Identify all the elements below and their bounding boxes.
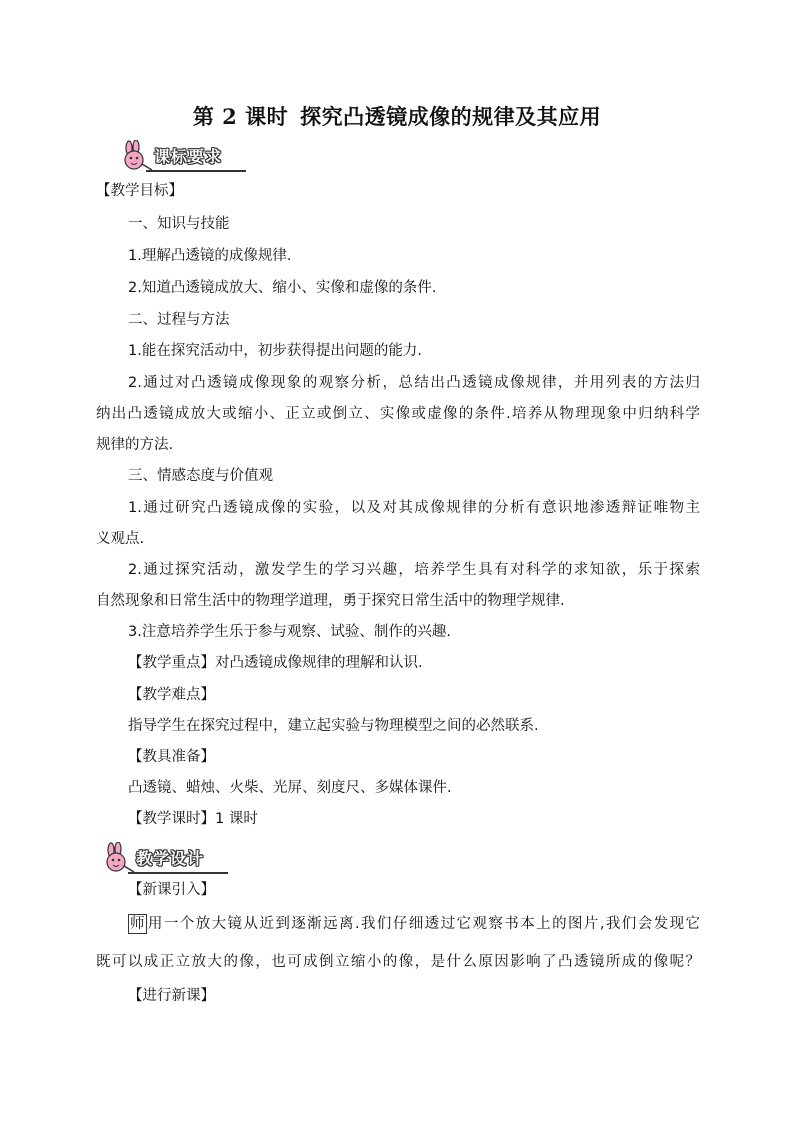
- process-item-2-line-1: 2.通过对凸透镜成像现象的观察分析，总结出凸透镜成像规律，并用列表的方法归: [128, 375, 700, 391]
- attitude-item-3: 3.注意培养学生乐于参与观察、试验、制作的兴趣.: [128, 624, 451, 640]
- standards-badge: [118, 140, 248, 174]
- process-item-1: 1.能在探究活动中，初步获得提出问题的能力.: [128, 343, 422, 359]
- difficulty-heading: 【教学难点】: [128, 687, 215, 703]
- intro-line-1: [128, 914, 700, 934]
- process-item-2-line-3: 规律的方法.: [96, 437, 174, 453]
- materials-text: 凸透镜、蜡烛、火柴、光屏、刻度尺、多媒体课件.: [128, 780, 452, 796]
- intro-line-2: 既可以成正立放大的像，也可成倒立缩小的像，是什么原因影响了凸透镜所成的像呢？: [96, 954, 700, 970]
- attitude-heading: 三、情感态度与价值观: [128, 468, 273, 484]
- attitude-item-2-line-2: 自然现象和日常生活中的物理学道理，勇于探究日常生活中的物理学规律.: [96, 593, 565, 609]
- lesson-hours: 【教学课时】1 课时: [128, 811, 258, 827]
- badge-label: 教学设计: [136, 849, 205, 868]
- lesson-topic: 探究凸透镜成像的规律及其应用: [300, 104, 602, 129]
- badge-underline: [128, 872, 228, 874]
- design-badge: [100, 842, 230, 876]
- attitude-item-1-line-2: 义观点.: [96, 531, 145, 547]
- key-point: 【教学重点】对凸透镜成像规律的理解和认识.: [128, 655, 423, 671]
- rabbit-mascot-icon: [100, 842, 140, 876]
- intro-line-1-text: 用一个放大镜从近到逐渐远离.我们仔细透过它观察书本上的图片,我们会发现它: [146, 916, 700, 932]
- badge-underline: [146, 170, 246, 172]
- attitude-item-2-line-1: 2.通过探究活动，激发学生的学习兴趣，培养学生具有对科学的求知欲，乐于探索: [128, 562, 700, 578]
- rabbit-mascot-icon: [118, 140, 158, 174]
- lesson-number: 第 2 课时: [192, 104, 289, 129]
- intro-heading: 【新课引入】: [128, 882, 215, 898]
- process-heading: 二、过程与方法: [128, 312, 230, 328]
- knowledge-heading: 一、知识与技能: [128, 216, 230, 232]
- knowledge-item-2: 2.知道凸透镜成放大、缩小、实像和虚像的条件.: [128, 280, 437, 296]
- process-item-2-line-2: 纳出凸透镜成放大或缩小、正立或倒立、实像或虚像的条件.培养从物理现象中归纳科学: [96, 406, 700, 422]
- badge-label: 课标要求: [154, 147, 223, 166]
- difficulty-text: 指导学生在探究过程中，建立起实验与物理模型之间的必然联系.: [128, 718, 539, 734]
- materials-heading: 【教具准备】: [128, 749, 215, 765]
- attitude-item-1-line-1: 1.通过研究凸透镜成像的实验，以及对其成像规律的分析有意识地渗透辩证唯物主: [128, 500, 700, 516]
- page-title: [0, 101, 794, 131]
- objectives-heading: 【教学目标】: [96, 183, 183, 199]
- teacher-marker: 师: [130, 916, 145, 932]
- knowledge-item-1: 1.理解凸透镜的成像规律.: [128, 248, 292, 264]
- new-lesson-heading: 【进行新课】: [128, 988, 215, 1004]
